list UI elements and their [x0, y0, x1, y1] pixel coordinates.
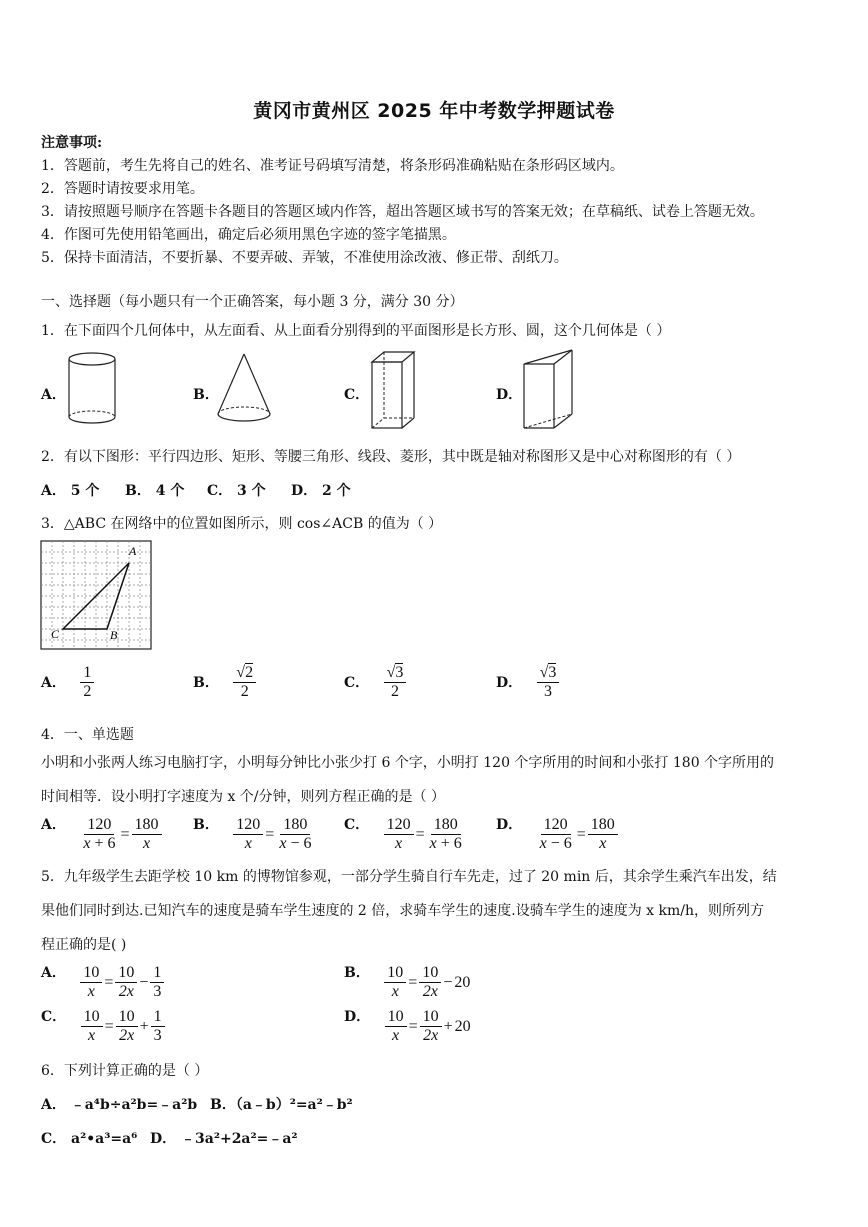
- q3-option-b: [193, 664, 256, 701]
- q4-option-c: C． $\frac{120}{x}$ = $\frac{180}{x + 6}$: [344, 816, 462, 852]
- fraction: $\frac{1}{2}$: [80, 664, 94, 701]
- q3-option-c: [344, 664, 406, 701]
- note-item: 3．请按照题号顺序在答题卡各题目的答题区域内作答，超出答题区域书写的答案无效；在草稿纸、试卷上答题无效。: [41, 204, 764, 220]
- cylinder-figure: [64, 350, 120, 430]
- question-4-header: 4．一、单选题: [41, 727, 134, 743]
- notes-heading: 注意事项:: [41, 135, 103, 151]
- note-item: 4．作图可先使用铅笔画出，确定后必须用黑色字迹的签字笔描黑。: [41, 227, 456, 243]
- q1-option-a-label: A．: [41, 387, 66, 403]
- q2-option-c: C． 3 个: [207, 483, 266, 499]
- q6-option-c: C． a²•a³=a⁶: [41, 1131, 138, 1147]
- note-item: 1．答题前，考生先将自己的姓名、准考证号码填写清楚，将条形码准确粘贴在条形码区域内。: [41, 158, 624, 174]
- note-item: 5．保持卡面清洁，不要折暴、不要弄破、弄皱，不准使用涂改液、修正带、刮纸刀。: [41, 250, 568, 266]
- section-heading: 一、选择题（每小题只有一个正确答案，每小题 3 分，满分 30 分）: [41, 294, 464, 310]
- triangular-prism-figure: [520, 348, 576, 432]
- q2-option-b: B． 4 个: [125, 483, 185, 499]
- option-label: B．: [193, 674, 219, 691]
- grid-label-b: B: [110, 628, 118, 642]
- q4-option-a: A． $\frac{120}{x + 6}$ = $\frac{180}{x}$: [41, 814, 162, 853]
- fraction: $\frac{√3}{3}$: [537, 664, 560, 701]
- page-title: 黄冈市黄州区 2025 年中考数学押题试卷: [253, 100, 615, 122]
- fraction: $\frac{√3}{2}$: [384, 664, 407, 701]
- q1-option-b-label: B．: [193, 387, 219, 403]
- q1-option-d-label: D．: [496, 387, 523, 403]
- q1-option-c-label: C．: [344, 387, 370, 403]
- question-5-line: 5．九年级学生去距学校 10 km 的博物馆参观，一部分学生骑自行车先走，过了 20 min 后，其余学生乘汽车出发，结: [41, 869, 777, 885]
- question-4-line: 小明和小张两人练习电脑打字，小明每分钟比小张少打 6 个字，小明打 120 个字所用的时间和小张打 180 个字所用的: [41, 755, 775, 771]
- q4-option-b: B． $\frac{120}{x}$ = $\frac{180}{x - 6}$: [193, 816, 312, 852]
- q5-option-d: D． $\frac{10}{x}$ = $\frac{10}{2x}$ + 20: [344, 1008, 471, 1044]
- q6-option-d: D． ﹣3a²+2a²=﹣a²: [150, 1131, 298, 1147]
- question-5-line: 程正确的是( ): [41, 937, 127, 953]
- q5-option-c: C． $\frac{10}{x}$ = $\frac{10}{2x}$ + $\frac{1}{3}$: [41, 1006, 165, 1045]
- q3-option-d: [496, 664, 559, 701]
- cone-figure: [214, 352, 274, 432]
- q5-option-b: B． $\frac{10}{x}$ = $\frac{10}{2x}$ − 20: [344, 964, 471, 1000]
- option-label: D．: [496, 674, 523, 691]
- q6-option-a: A． ﹣a⁴b÷a²b=﹣a²b: [41, 1097, 198, 1113]
- note-item: 2．答题时请按要求用笔。: [41, 181, 204, 197]
- fraction: $\frac{√2}{2}$: [233, 664, 256, 701]
- q4-option-d: D． $\frac{120}{x - 6}$ = $\frac{180}{x}$: [496, 814, 618, 853]
- question-1-stem: 1．在下面四个几何体中，从左面看、从上面看分别得到的平面图形是长方形、圆，这个几何体是（ ）: [41, 323, 671, 339]
- q3-option-a: [41, 664, 94, 701]
- option-label: C．: [344, 674, 370, 691]
- q2-option-d: D． 2 个: [291, 483, 351, 499]
- rectangular-prism-figure: [368, 350, 420, 432]
- grid-label-a: A: [129, 544, 137, 558]
- question-3-stem: 3．△ABC 在网络中的位置如图所示，则 cos∠ACB 的值为（ ）: [41, 516, 443, 532]
- grid-label-c: C: [51, 627, 60, 641]
- option-label: A．: [41, 674, 66, 691]
- q5-option-a: A． $\frac{10}{x}$ = $\frac{10}{2x}$ − $\frac{1}{3}$: [41, 962, 164, 1001]
- triangle-grid-figure: [40, 540, 152, 650]
- question-6-stem: 6．下列计算正确的是（ ）: [41, 1063, 209, 1079]
- q2-option-a: A． 5 个: [41, 483, 100, 499]
- question-2-stem: 2．有以下图形：平行四边形、矩形、等腰三角形、线段、菱形，其中既是轴对称图形又是中心对称图形的有（ ）: [41, 449, 741, 465]
- question-5-line: 果他们同时到达.已知汽车的速度是骑车学生速度的 2 倍，求骑车学生的速度.设骑车学生的速度为 x km/h，则所列方: [41, 903, 764, 919]
- q6-option-b: B．（a﹣b）²=a²﹣b²: [210, 1097, 353, 1113]
- question-4-line: 时间相等．设小明打字速度为 x 个/分钟，则列方程正确的是（ ）: [41, 789, 445, 805]
